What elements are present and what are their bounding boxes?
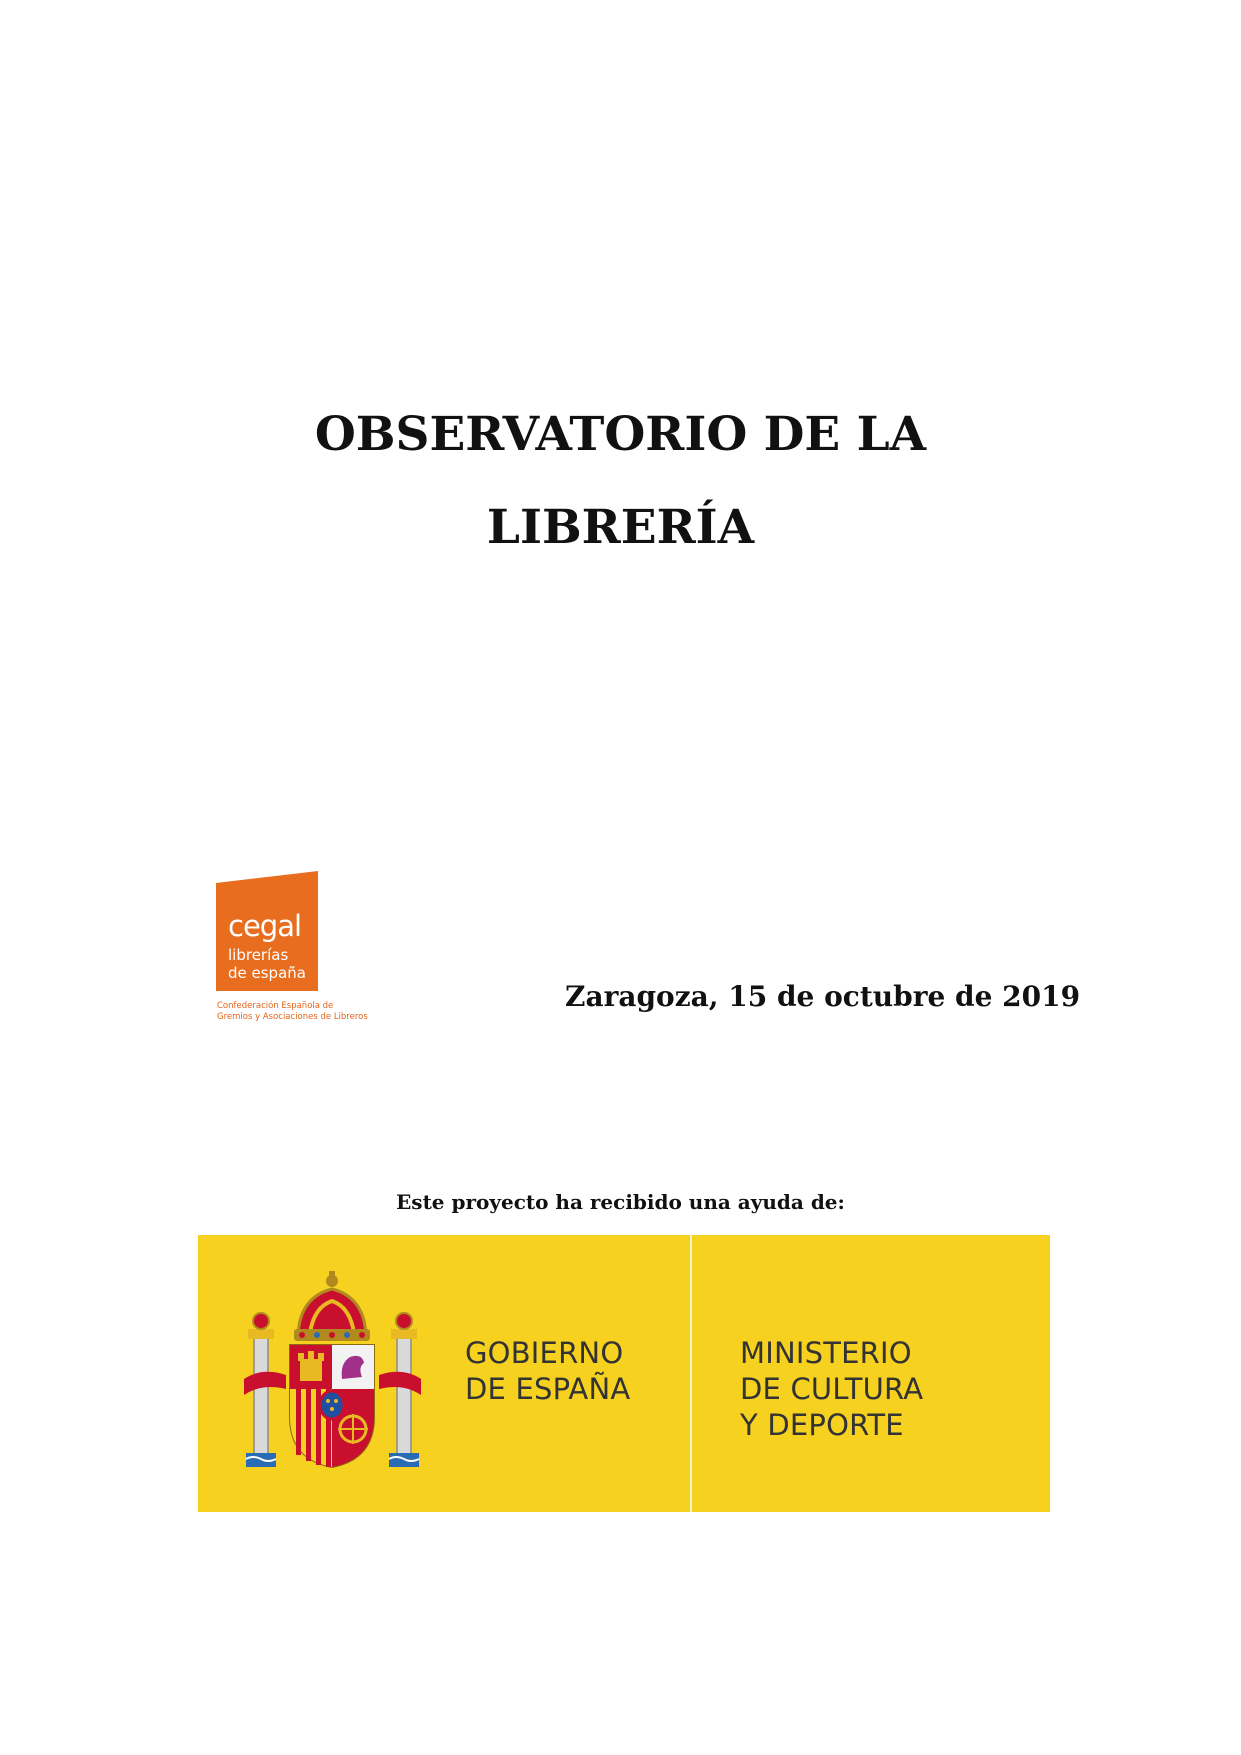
banner-divider [690, 1235, 692, 1512]
cegal-tagline-1: librerías [228, 946, 289, 964]
cegal-logo-box [216, 871, 318, 985]
cegal-organization [217, 1001, 368, 1023]
ministry-label [740, 1335, 923, 1443]
title-line-2: LIBRERÍA [486, 500, 755, 555]
government-banner [198, 1235, 1050, 1512]
government-label [465, 1335, 630, 1407]
cegal-brand-text: cegal [228, 909, 302, 943]
cegal-logo [210, 865, 380, 1035]
cegal-org-line-2: Gremios y Asociaciones de Libreros [217, 1012, 368, 1022]
place-and-date: Zaragoza, 15 de octubre de 2019 [565, 980, 1081, 1013]
government-line-1: GOBIERNO [465, 1336, 624, 1370]
ministry-line-3: Y DEPORTE [740, 1408, 904, 1442]
funding-note: Este proyecto ha recibido una ayuda de: [396, 1190, 845, 1214]
title-line-1: OBSERVATORIO DE LA [314, 407, 927, 462]
coat-of-arms-icon [240, 1267, 425, 1477]
cegal-org-line-1: Confederación Española de [217, 1001, 334, 1011]
cegal-tagline-2: de españa [228, 964, 306, 982]
document-title [0, 388, 1241, 574]
ministry-line-1: MINISTERIO [740, 1336, 912, 1370]
government-line-2: DE ESPAÑA [465, 1372, 631, 1406]
ministry-line-2: DE CULTURA [740, 1372, 924, 1406]
